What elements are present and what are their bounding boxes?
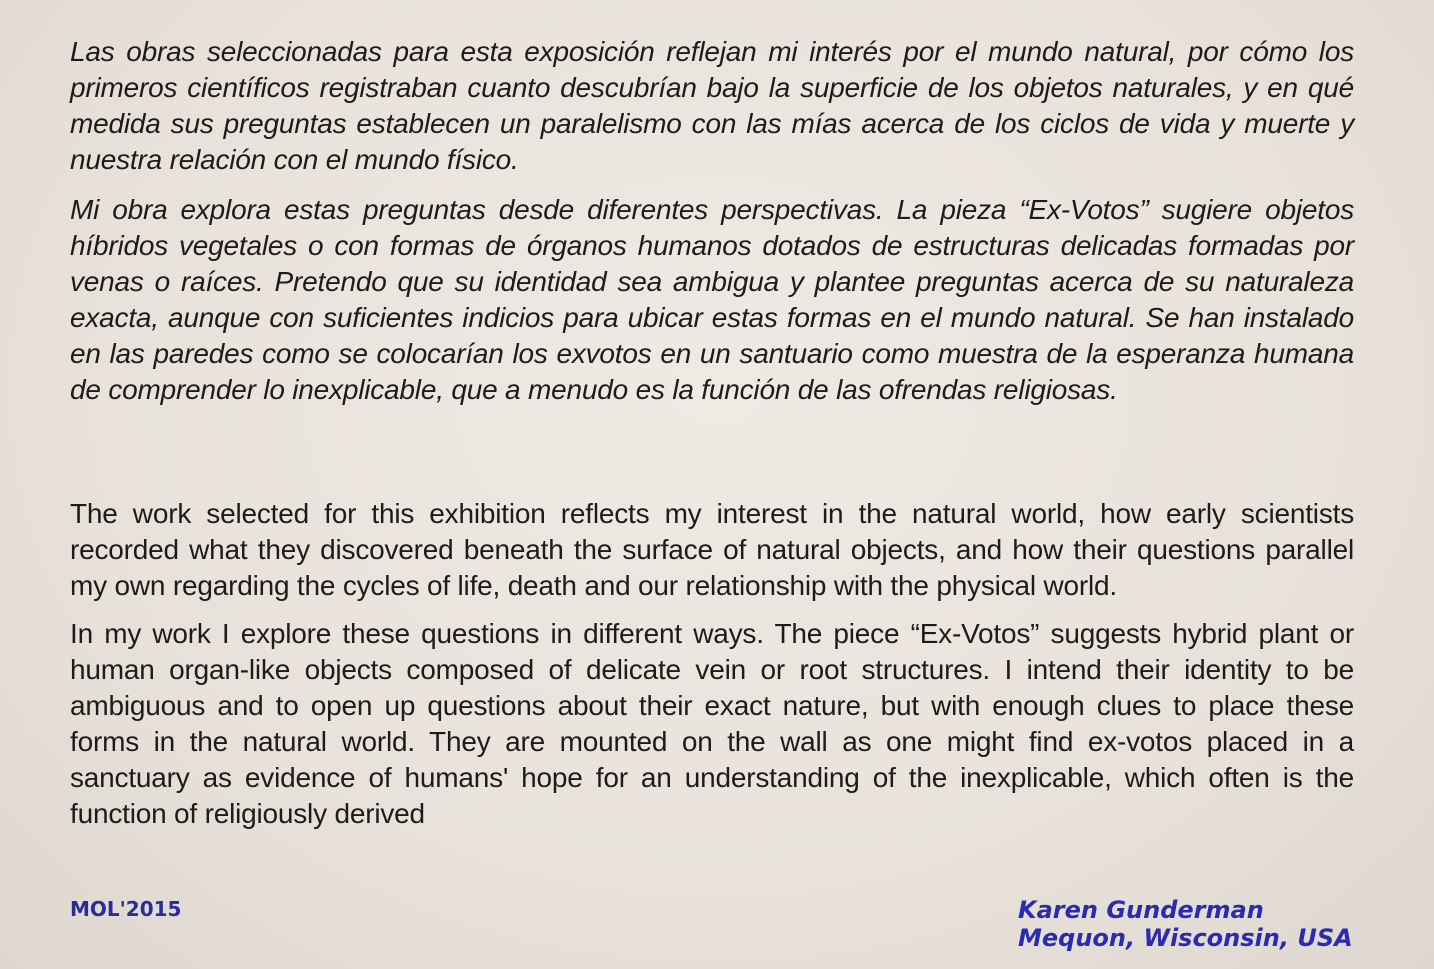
photo-watermark: MOL'2015 [70, 897, 182, 921]
english-paragraph-1: The work selected for this exhibition reflects my interest in the natural world, how early scientists recorded what they discovered beneath the surface of natural objects, and how their questions parallel my own regarding the cycles of life, death and our relationship with the physical world. [70, 498, 1354, 601]
spanish-paragraph-1: Las obras seleccionadas para esta exposición reflejan mi interés por el mundo natural, por cómo los primeros científicos registraban cuanto descubrían bajo la superficie de los objetos naturales, y en qué medida sus preguntas establecen un paralelismo con las mías acerca de los ciclos de vida y muerte y nuestra relación con el mundo físico. [70, 36, 1354, 175]
artist-location: Mequon, Wisconsin, USA [1018, 924, 1353, 952]
spanish-text-block [70, 34, 1354, 408]
english-paragraph-2: In my work I explore these questions in different ways. The piece “Ex-Votos” suggests hybrid plant or human organ-like objects composed of delicate vein or root structures. I intend their identity to be ambiguous and to open up questions about their exact nature, but with enough clues to place these forms in the natural world. They are mounted on the wall as one might find ex-votos placed in a sanctuary as evidence of humans' hope for an understanding of the inexplicable, which often is the function of religiously derived [70, 618, 1354, 829]
artist-name: Karen Gunderman [1018, 896, 1264, 924]
english-text-block [70, 496, 1354, 832]
spanish-paragraph-2: Mi obra explora estas preguntas desde diferentes perspectivas. La pieza “Ex-Votos” sugiere objetos híbridos vegetales o con formas de órganos humanos dotados de estructuras delicadas formadas por venas o raíces. Pretendo que su identidad sea ambigua y plantee preguntas acerca de su naturaleza exacta, aunque con suficientes indicios para ubicar estas formas en el mundo natural. Se han instalado en las paredes como se colocarían los exvotos en un santuario como muestra de la esperanza humana de comprender lo inexplicable, que a menudo es la función de las ofrendas religiosas. [70, 194, 1354, 405]
artist-credit [1018, 896, 1353, 952]
